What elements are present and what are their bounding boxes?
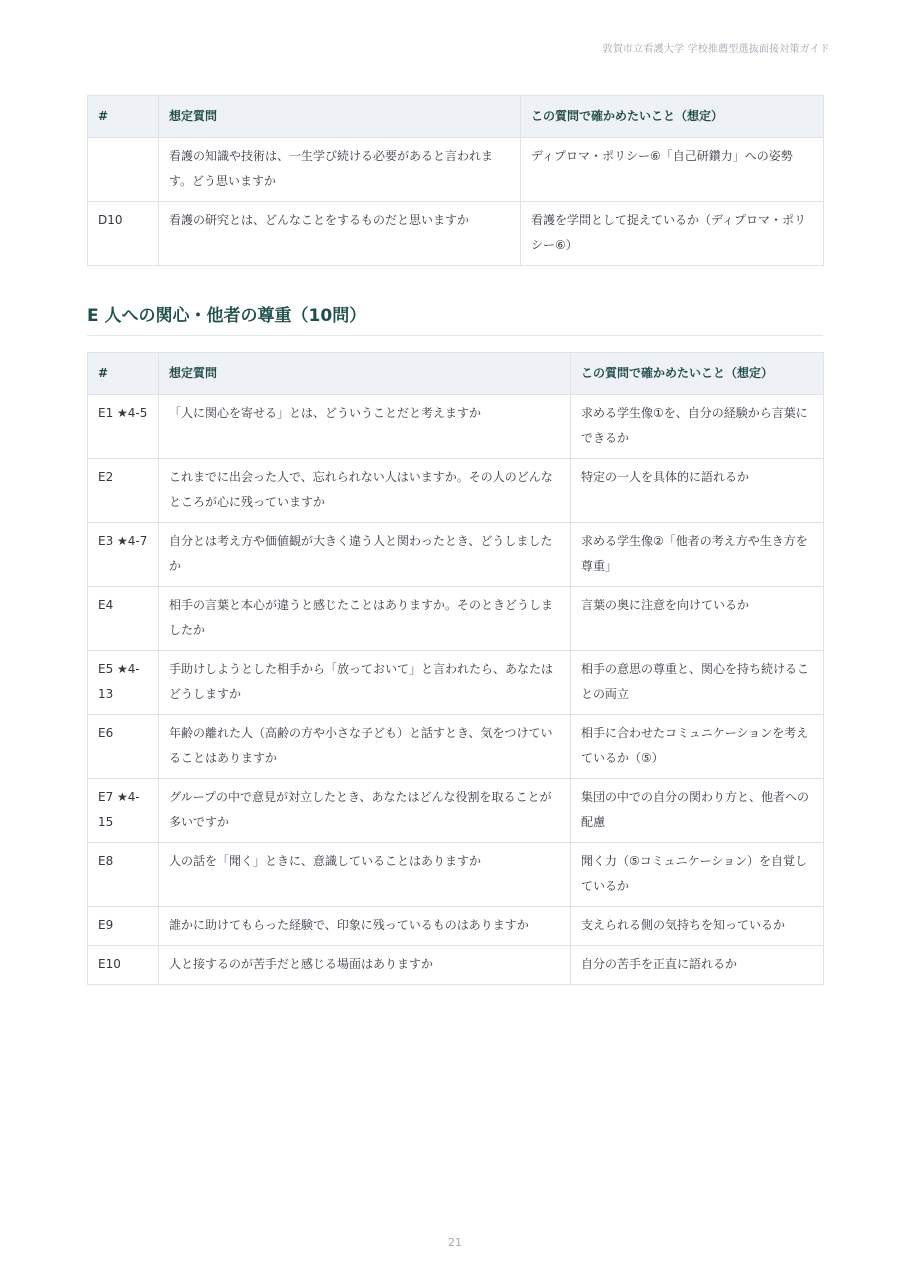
table-row: [88, 843, 824, 907]
question-text: 相手の言葉と本心が違うと感じたことはありますか。そのときどうしましたか: [159, 587, 571, 651]
question-intent: 聞く力（⑤コミュニケーション）を自覚しているか: [571, 843, 824, 907]
question-text: これまでに出会った人で、忘れられない人はいますか。その人のどんなところが心に残っていますか: [159, 459, 571, 523]
question-text: 自分とは考え方や価値観が大きく違う人と関わったとき、どうしましたか: [159, 523, 571, 587]
question-intent: 相手に合わせたコミュニケーションを考えているか（⑤）: [571, 715, 824, 779]
question-id: [88, 138, 159, 202]
table-body-e: [88, 395, 824, 985]
page-number: 21: [448, 1236, 462, 1249]
running-header: 敦賀市立看護大学 学校推薦型選抜面接対策ガイド: [602, 44, 830, 55]
question-table-e: [87, 352, 824, 985]
column-header-number: #: [88, 353, 159, 395]
question-text: 看護の研究とは、どんなことをするものだと思いますか: [159, 202, 521, 266]
question-intent: 支えられる側の気持ちを知っているか: [571, 907, 824, 946]
question-id: E2: [88, 459, 159, 523]
question-intent: 看護を学問として捉えているか（ディプロマ・ポリシー⑥）: [521, 202, 824, 266]
table-row: [88, 523, 824, 587]
question-text: グループの中で意見が対立したとき、あなたはどんな役割を取ることが多いですか: [159, 779, 571, 843]
question-intent: ディプロマ・ポリシー⑥「自己研鑽力」への姿勢: [521, 138, 824, 202]
column-header-question: 想定質問: [159, 96, 521, 138]
question-id: E6: [88, 715, 159, 779]
table-row: [88, 779, 824, 843]
table-row: [88, 651, 824, 715]
question-intent: 特定の一人を具体的に語れるか: [571, 459, 824, 523]
table-row: [88, 946, 824, 985]
column-header-intent: この質問で確かめたいこと（想定）: [571, 353, 824, 395]
question-intent: 相手の意思の尊重と、関心を持ち続けることの両立: [571, 651, 824, 715]
question-id: E8: [88, 843, 159, 907]
column-header-question: 想定質問: [159, 353, 571, 395]
section-title-e: E 人への関心・他者の尊重（10問）: [87, 301, 823, 336]
question-id: E4: [88, 587, 159, 651]
question-text: 人の話を「聞く」ときに、意識していることはありますか: [159, 843, 571, 907]
question-id: E5 ★4-13: [88, 651, 159, 715]
question-id: E10: [88, 946, 159, 985]
question-id: E9: [88, 907, 159, 946]
question-text: 年齢の離れた人（高齢の方や小さな子ども）と話すとき、気をつけていることはありますか: [159, 715, 571, 779]
table-row: [88, 395, 824, 459]
question-intent: 言葉の奥に注意を向けているか: [571, 587, 824, 651]
table-row: [88, 715, 824, 779]
question-table-d: [87, 95, 824, 266]
column-header-intent: この質問で確かめたいこと（想定）: [521, 96, 824, 138]
question-intent: 集団の中での自分の関わり方と、他者への配慮: [571, 779, 824, 843]
table-row: [88, 202, 824, 266]
question-id: E7 ★4-15: [88, 779, 159, 843]
table-body-d: [88, 138, 824, 266]
table-row: [88, 138, 824, 202]
question-intent: 求める学生像①を、自分の経験から言葉にできるか: [571, 395, 824, 459]
table-row: [88, 459, 824, 523]
question-intent: 自分の苦手を正直に語れるか: [571, 946, 824, 985]
question-text: 「人に関心を寄せる」とは、どういうことだと考えますか: [159, 395, 571, 459]
question-text: 看護の知識や技術は、一生学び続ける必要があると言われます。どう思いますか: [159, 138, 521, 202]
table-row: [88, 587, 824, 651]
table-row: [88, 907, 824, 946]
question-text: 人と接するのが苦手だと感じる場面はありますか: [159, 946, 571, 985]
column-header-number: #: [88, 96, 159, 138]
question-intent: 求める学生像②「他者の考え方や生き方を尊重」: [571, 523, 824, 587]
table-header-row: [88, 96, 824, 138]
question-id: E3 ★4-7: [88, 523, 159, 587]
question-text: 誰かに助けてもらった経験で、印象に残っているものはありますか: [159, 907, 571, 946]
question-text: 手助けしようとした相手から「放っておいて」と言われたら、あなたはどうしますか: [159, 651, 571, 715]
table-header-row: [88, 353, 824, 395]
question-id: E1 ★4-5: [88, 395, 159, 459]
question-id: D10: [88, 202, 159, 266]
